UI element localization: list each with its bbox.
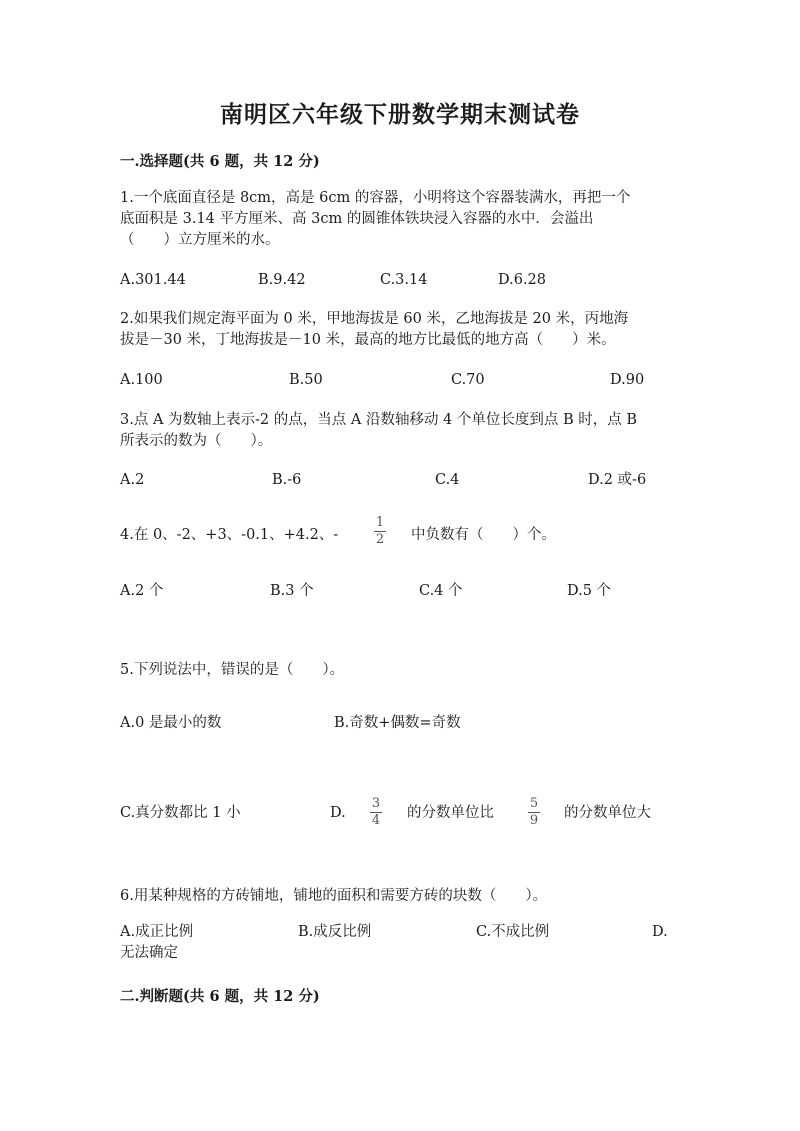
- question-3-line-2: 所表示的数为（ ）。: [120, 433, 273, 449]
- question-2-option-c: C.70: [451, 372, 485, 388]
- fraction-numerator: 5: [529, 796, 539, 811]
- question-5-option-d-suffix: 的分数单位大: [564, 805, 651, 821]
- question-6-option-a: A.成正比例: [120, 924, 194, 940]
- question-1: [120, 188, 680, 251]
- question-1-option-c: C.3.14: [380, 272, 428, 288]
- fraction-numerator: 3: [371, 796, 381, 811]
- question-4-option-c: C.4 个: [419, 583, 463, 599]
- page-title: 南明区六年级下册数学期末测试卷: [220, 101, 580, 128]
- question-3-option-c: C.4: [435, 472, 460, 488]
- question-6-stem: 6.用某种规格的方砖铺地，铺地的面积和需要方砖的块数（ ）。: [120, 888, 548, 904]
- fraction-denominator: 9: [529, 813, 539, 828]
- question-2-line-1: 2.如果我们规定海平面为 0 米，甲地海拔是 60 米，乙地海拔是 20 米，丙地海: [120, 311, 629, 327]
- question-5-option-a: A.0 是最小的数: [120, 715, 222, 731]
- question-4-suffix: 中负数有（ ）个。: [411, 527, 556, 543]
- question-3: [120, 410, 680, 452]
- question-2-option-d: D.90: [610, 372, 645, 388]
- question-5-option-b: B.奇数+偶数=奇数: [334, 715, 461, 731]
- question-4-option-b: B.3 个: [270, 583, 314, 599]
- question-4-option-d: D.5 个: [567, 583, 612, 599]
- question-6-option-c: C.不成比例: [476, 924, 550, 940]
- question-1-line-1: 1.一个底面直径是 8cm，高是 6cm 的容器，小明将这个容器装满水，再把一个: [120, 190, 631, 206]
- question-5-option-c: C.真分数都比 1 小: [120, 805, 241, 821]
- section-heading-judgment: 二.判断题(共 6 题，共 12 分): [120, 988, 320, 1005]
- question-3-option-a: A.2: [120, 472, 145, 488]
- question-1-option-b: B.9.42: [258, 272, 306, 288]
- fraction-three-fourths: [368, 797, 384, 828]
- fraction-one-half: [372, 516, 388, 547]
- fraction-numerator: 1: [375, 515, 385, 530]
- question-5-stem: 5.下列说法中，错误的是（ ）。: [120, 662, 345, 678]
- question-5-option-d-label: D.: [330, 805, 346, 821]
- question-2-option-a: A.100: [120, 372, 163, 388]
- fraction-denominator: 2: [375, 532, 385, 547]
- question-2-option-b: B.50: [289, 372, 323, 388]
- question-6-option-b: B.成反比例: [298, 924, 372, 940]
- question-1-line-3: （ ）立方厘米的水。: [120, 232, 280, 248]
- question-1-option-a: A.301.44: [120, 272, 186, 288]
- question-1-option-d: D.6.28: [498, 272, 547, 288]
- question-5-option-d-middle: 的分数单位比: [407, 805, 494, 821]
- question-6-option-d: D.: [652, 924, 668, 940]
- question-3-line-1: 3.点 A 为数轴上表示-2 的点，当点 A 沿数轴移动 4 个单位长度到点 B 时，点 B: [120, 412, 638, 428]
- question-4-prefix: 4.在 0、-2、+3、-0.1、+4.2、-: [120, 527, 339, 543]
- question-3-option-d: D.2 或-6: [588, 472, 647, 488]
- question-3-option-b: B.-6: [272, 472, 302, 488]
- question-2-line-2: 拔是－30 米，丁地海拔是－10 米，最高的地方比最低的地方高（ ）米。: [120, 332, 616, 348]
- section-heading-choice: 一.选择题(共 6 题，共 12 分): [120, 153, 320, 170]
- question-4-option-a: A.2 个: [120, 583, 164, 599]
- question-2: [120, 309, 680, 351]
- question-6-option-d-text: 无法确定: [120, 945, 178, 961]
- question-1-line-2: 底面积是 3.14 平方厘米、高 3cm 的圆锥体铁块浸入容器的水中．会溢出: [120, 211, 594, 227]
- fraction-denominator: 4: [371, 813, 381, 828]
- fraction-five-ninths: [526, 797, 542, 828]
